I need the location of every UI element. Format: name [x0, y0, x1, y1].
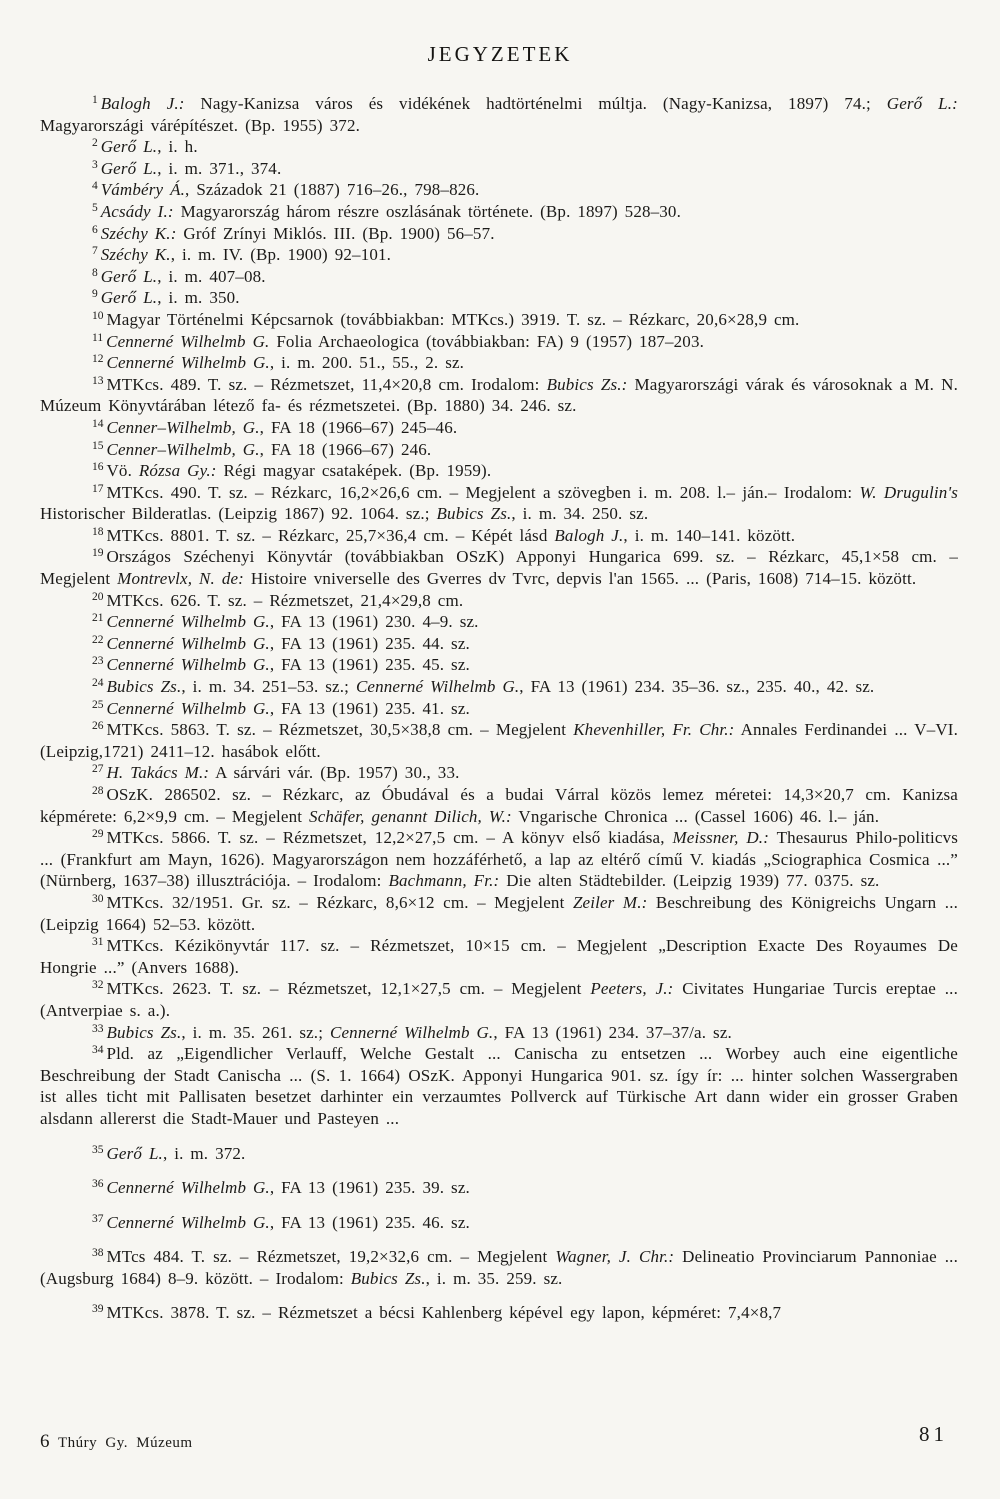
- footnote-number: 32: [92, 979, 104, 992]
- footnote-text: Folia Archaeologica (továbbiakban: FA) 9 (1957) 187–203.: [269, 331, 705, 351]
- footnote-author: Bubics Zs.: [106, 1022, 182, 1042]
- footnote-19: [40, 546, 958, 589]
- footnote-text: Vngarische Chronica ... (Cassel 1606) 46. l.– ján.: [511, 806, 880, 826]
- footnote-text: Civitates Hungariae Turcis ereptae ... (Antverpiae s. a.).: [40, 979, 958, 1020]
- footnote-author: Gerő L.: [106, 1143, 163, 1163]
- footnote-21: [40, 611, 958, 633]
- footnote-author: Cenner–Wilhelmb, G.: [106, 439, 260, 459]
- footnote-text: Delineatio Provinciarum Pannoniae ... (Augsburg 1684) 8–9. között. – Irodalom:: [40, 1247, 958, 1288]
- footnote-8: [40, 266, 958, 288]
- footnote-author: Bubics Zs.: [350, 1268, 426, 1288]
- footnote-author: Cennerné Wilhelmb G.: [106, 698, 270, 718]
- footnote-text: Annales Ferdinandei ... V–VI. (Leipzig,1721) 2411–12. hasábok előtt.: [40, 720, 959, 761]
- footnote-text: MTKcs. 32/1951. Gr. sz. – Rézkarc, 8,6×12 cm. – Megjelent: [106, 892, 573, 912]
- footnote-text: , FA 13 (1961) 235. 46. sz.: [269, 1212, 470, 1232]
- footnote-22: [40, 633, 958, 655]
- footnote-text: MTcs 484. T. sz. – Rézmetszet, 19,2×32,6 cm. – Megjelent: [106, 1247, 556, 1267]
- footnote-author: Balogh J.:: [100, 94, 185, 113]
- footnote-text: Beschreibung des Königreichs Ungarn ... (Leipzig 1664) 52–53. között.: [40, 892, 958, 934]
- footnote-author: Gerő L.: [100, 137, 158, 157]
- footnote-27: [40, 762, 958, 784]
- footnote-number: 34: [92, 1044, 104, 1057]
- footnote-text: Die alten Städtebilder. (Leipzig 1939) 77. 0375. sz.: [499, 871, 880, 891]
- footnote-3: [40, 158, 958, 180]
- footnote-text: , i. m. 350.: [157, 288, 240, 308]
- footnote-author: Khevenhiller, Fr. Chr.:: [573, 720, 735, 740]
- page-number: 81: [919, 1422, 948, 1446]
- footnote-author: Montrevlx, N. de:: [117, 569, 244, 589]
- footnote-author: Cennerné Wilhelmb G.: [106, 633, 270, 653]
- footnote-text: MTKcs. 2623. T. sz. – Rézmetszet, 12,1×27,5 cm. – Megjelent: [106, 979, 591, 999]
- footnote-number: 20: [92, 590, 104, 603]
- footnote-text: , FA 13 (1961) 235. 41. sz.: [269, 698, 470, 718]
- footnote-text: MTKcs. 3878. T. sz. – Rézmetszet a bécsi Kahlenberg képével egy lapon, képméret: 7,4×8,7: [106, 1303, 782, 1323]
- signature-text: Thúry Gy. Múzeum: [58, 1435, 193, 1451]
- footnote-number: 22: [92, 633, 104, 646]
- footnote-author: Bubics Zs.: [436, 504, 512, 524]
- footnote-14: [40, 417, 958, 439]
- footnote-number: 8: [92, 266, 98, 279]
- footnote-author: Meissner, D.:: [672, 828, 770, 848]
- footnote-text: , i. m. 34. 251–53. sz.;: [181, 677, 356, 697]
- footnote-6: [40, 223, 958, 245]
- footnote-author: Cennerné Wilhelmb G.: [329, 1022, 494, 1042]
- footnote-17: [40, 482, 958, 525]
- footnote-24: [40, 676, 958, 698]
- footnote-number: 17: [92, 482, 104, 495]
- footnote-number: 25: [92, 698, 104, 711]
- footnote-text: MTKcs. 8801. T. sz. – Rézkarc, 25,7×36,4 cm. – Képét lásd: [106, 525, 555, 545]
- footnote-text: OSzK. 286502. sz. – Rézkarc, az Óbudával és a budai Várral közös lemez méretei: 14,3×20,7 cm. Kanizsa képmérete: 6,2×9,9 cm. – Megjelent: [40, 785, 958, 826]
- footnote-text: Thesaurus Philo-politicvs ... (Frankfurt am Mayn, 1626). Magyarországon nem hozzáférhető, a lap az eltérő című V. kiadás „Sciographica Cosmica ...” (Nürnberg, 1637–38) illusztrációja. – Irodalom:: [40, 828, 959, 891]
- footnote-text: MTKcs. 5863. T. sz. – Rézmetszet, 30,5×38,8 cm. – Megjelent: [106, 720, 574, 740]
- footnote-text: Pld. az „Eigendlicher Verlauff, Welche Gestalt ... Canischa zu entsetzen ... Worbey auch eine eigentliche Beschreibung der Stadt Canischa ... (S. 1. 1664) OSzK. Apponyi Hungarica 901. sz. így ír: ... hinter solchen Wassergraben ist alles ticht mit Pallisaten besetzet darhinter ein verzaumtes Pollverck auf Türkische Art dann wider ein grosser Graben alsdann allererst die Stadt-Mauer und Pasteyen ...: [40, 1044, 958, 1128]
- footnote-number: 28: [92, 785, 104, 797]
- footnote-number: 30: [92, 892, 104, 905]
- footnote-text: , i. m. 35. 261. sz.;: [181, 1022, 330, 1042]
- footnote-author: Bubics Zs.:: [546, 374, 628, 394]
- footnote-number: 31: [92, 936, 104, 949]
- footnote-number: 13: [92, 374, 104, 387]
- footnote-10: [40, 309, 958, 331]
- footnote-text: Magyarországi várépítészet. (Bp. 1955) 372.: [40, 115, 360, 135]
- footnote-text: MTKcs. Kézikönyvtár 117. sz. – Rézmetszet, 10×15 cm. – Megjelent „Description Exacte Des Royaumes De Hongrie ...” (Anvers 1688).: [40, 936, 958, 977]
- footnote-text: , i. h.: [157, 137, 198, 157]
- footnote-number: 7: [92, 245, 98, 258]
- footnote-text: , Századok 21 (1887) 716–26., 798–826.: [185, 180, 480, 200]
- footnote-text: , FA 13 (1961) 235. 39. sz.: [269, 1178, 470, 1198]
- page-title: JEGYZETEK: [427, 42, 573, 66]
- footnote-29: [40, 827, 958, 892]
- footnote-number: 9: [92, 288, 98, 301]
- footnote-number: 2: [92, 137, 98, 150]
- footnote-number: 37: [92, 1212, 104, 1225]
- footnote-number: 27: [92, 763, 104, 776]
- footnote-text: , i. m. 372.: [162, 1143, 246, 1163]
- footnote-26: [40, 719, 958, 762]
- footnote-text: , FA 13 (1961) 230. 4–9. sz.: [269, 612, 479, 632]
- footnote-37: [40, 1212, 958, 1234]
- footnote-35: [40, 1143, 958, 1165]
- footnote-number: 26: [92, 720, 104, 733]
- footnote-text: MTKcs. 626. T. sz. – Rézmetszet, 21,4×29,8 cm.: [106, 590, 464, 610]
- footnote-5: [40, 201, 958, 223]
- footnote-12: [40, 352, 958, 374]
- footnote-text: Historischer Bilderatlas. (Leipzig 1867) 92. 1064. sz.;: [40, 504, 437, 524]
- footnote-text: , i. m. IV. (Bp. 1900) 92–101.: [170, 245, 392, 265]
- footnote-author: Rózsa Gy.:: [138, 461, 217, 481]
- footnote-author: Cennerné Wilhelmb G.: [106, 353, 270, 373]
- footnote-32: [40, 978, 958, 1021]
- footnote-text: A sárvári vár. (Bp. 1957) 30., 33.: [209, 763, 460, 783]
- footnotes-list: [40, 93, 958, 1324]
- footnote-18: [40, 525, 958, 547]
- footnote-number: 16: [92, 461, 104, 474]
- footnote-author: Cennerné Wilhelmb G.: [106, 1178, 270, 1198]
- footnote-author: Schäfer, genannt Dilich, W.:: [309, 806, 512, 826]
- footnote-text: , i. m. 407–08.: [157, 266, 266, 286]
- footnote-number: 38: [92, 1247, 104, 1260]
- footnote-author: Cennerné Wilhelmb G.: [106, 331, 270, 351]
- footnote-number: 21: [92, 612, 104, 625]
- footnote-author: Gerő L.: [100, 266, 158, 286]
- footnote-text: Országos Széchenyi Könyvtár (továbbiakban OSzK) Apponyi Hungarica 699. sz. – Rézkarc, 45,1×58 cm. – Megjelent: [40, 547, 958, 589]
- footnote-text: Magyarországi várak és városoknak a M. N. Múzeum Könyvtárában létező fa- és rézmetszetei. (Bp. 1880) 34. 246. sz.: [40, 374, 959, 416]
- footnote-30: [40, 892, 958, 935]
- footnote-number: 12: [92, 353, 104, 366]
- footnote-author: Cennerné Wilhelmb G.: [355, 677, 520, 697]
- footnote-author: Széchy K.: [100, 245, 171, 265]
- footnote-34: [40, 1043, 958, 1129]
- footnote-text: , i. m. 371., 374.: [157, 158, 282, 178]
- footnote-author: W. Drugulin's: [859, 482, 958, 502]
- footnote-text: , FA 13 (1961) 235. 44. sz.: [269, 633, 470, 653]
- footnote-number: 24: [92, 677, 104, 690]
- footnote-author: Gerő L.: [100, 288, 158, 308]
- footnote-20: [40, 590, 958, 612]
- footnote-author: Széchy K.:: [100, 223, 177, 243]
- footnote-author: Peeters, J.:: [590, 979, 674, 999]
- signature-number: 6: [40, 1431, 50, 1452]
- footnote-text: Gróf Zrínyi Miklós. III. (Bp. 1900) 56–57.: [176, 223, 495, 243]
- footnote-text: , FA 13 (1961) 234. 37–37/a. sz.: [493, 1022, 732, 1042]
- footnote-author: Gerő L.: [100, 158, 158, 178]
- footnote-text: , FA 18 (1966–67) 246.: [259, 439, 432, 459]
- footnote-text: , FA 13 (1961) 234. 35–36. sz., 235. 40., 42. sz.: [519, 677, 875, 697]
- footnote-number: 3: [92, 158, 98, 171]
- footnote-text: Magyarország három részre oszlásának története. (Bp. 1897) 528–30.: [173, 201, 681, 221]
- footnote-9: [40, 287, 958, 309]
- footnote-1: [40, 93, 958, 136]
- footnote-author: Wagner, J. Chr.:: [555, 1247, 675, 1267]
- footnote-author: Vámbéry Á.: [100, 180, 186, 200]
- footnote-number: 1: [92, 94, 98, 106]
- footnote-text: MTKcs. 5866. T. sz. – Rézmetszet, 12,2×27,5 cm. – A könyv első kiadása,: [106, 828, 673, 848]
- footnote-number: 19: [92, 547, 104, 560]
- footnote-text: Histoire vniverselle des Gverres dv Tvrc, depvis l'an 1565. ... (Paris, 1608) 714–15. között.: [244, 569, 917, 589]
- footnote-author: Gerő L.:: [886, 94, 958, 113]
- footnote-text: Magyar Történelmi Képcsarnok (továbbiakban: MTKcs.) 3919. T. sz. – Rézkarc, 20,6×28,9 cm.: [106, 309, 800, 329]
- footnote-number: 11: [92, 331, 104, 344]
- footnote-number: 29: [92, 828, 104, 841]
- footnote-author: Cennerné Wilhelmb G.: [106, 612, 270, 632]
- footnote-23: [40, 654, 958, 676]
- footnote-author: Cennerné Wilhelmb G.: [106, 1212, 270, 1232]
- footnote-number: 23: [92, 655, 104, 668]
- footnote-number: 4: [92, 180, 98, 193]
- footnote-author: Balogh J.: [554, 525, 624, 545]
- footnote-16: [40, 460, 958, 482]
- footnote-author: Bubics Zs.: [106, 677, 182, 697]
- footnote-25: [40, 698, 958, 720]
- footnote-38: [40, 1246, 958, 1289]
- footnote-text: , FA 13 (1961) 235. 45. sz.: [269, 655, 470, 675]
- footnote-number: 33: [92, 1022, 104, 1035]
- footnote-text: , i. m. 140–141. között.: [623, 525, 796, 545]
- footnote-text: , i. m. 35. 259. sz.: [425, 1268, 563, 1288]
- footnote-36: [40, 1177, 958, 1199]
- footnote-text: MTKcs. 490. T. sz. – Rézkarc, 16,2×26,6 cm. – Megjelent a szövegben i. m. 208. l.– ján.– Irodalom:: [106, 482, 860, 502]
- footnote-text: MTKcs. 489. T. sz. – Rézmetszet, 11,4×20,8 cm. Irodalom:: [106, 374, 547, 394]
- footnote-number: 39: [92, 1303, 104, 1316]
- footnote-author: Acsády I.:: [100, 201, 174, 221]
- footnote-15: [40, 439, 958, 461]
- footnote-text: , i. m. 200. 51., 55., 2. sz.: [269, 353, 465, 373]
- footnote-text: Régi magyar csataképek. (Bp. 1959).: [216, 461, 492, 481]
- footnote-31: [40, 935, 958, 978]
- footnote-number: 18: [92, 525, 104, 538]
- footnote-number: 10: [92, 309, 104, 322]
- footnote-number: 15: [92, 439, 104, 452]
- footnote-author: Cenner–Wilhelmb, G.: [106, 417, 260, 437]
- footnote-text: , FA 18 (1966–67) 245–46.: [259, 417, 458, 437]
- footnote-text: , i. m. 34. 250. sz.: [511, 504, 649, 524]
- footnote-2: [40, 136, 958, 158]
- footnote-7: [40, 244, 958, 266]
- footnote-text: Vö.: [106, 461, 139, 481]
- footnote-number: 6: [92, 223, 98, 236]
- footnote-author: Bachmann, Fr.:: [388, 871, 500, 891]
- footnote-text: Nagy-Kanizsa város és vidékének hadtörténelmi múltja. (Nagy-Kanizsa, 1897) 74.;: [184, 94, 887, 113]
- footnote-number: 35: [92, 1143, 104, 1156]
- footnote-number: 5: [92, 201, 98, 214]
- footnote-author: H. Takács M.:: [106, 763, 210, 783]
- footnote-4: [40, 179, 958, 201]
- footnote-28: [40, 784, 958, 827]
- footnote-author: Cennerné Wilhelmb G.: [106, 655, 270, 675]
- footnote-author: Zeiler M.:: [572, 892, 648, 912]
- footnote-13: [40, 374, 958, 417]
- footnote-number: 14: [92, 417, 104, 430]
- printer-signature: [40, 1431, 193, 1453]
- footnote-33: [40, 1022, 958, 1044]
- footnote-number: 36: [92, 1178, 104, 1191]
- footnote-39: [40, 1302, 958, 1324]
- footnote-11: [40, 331, 958, 353]
